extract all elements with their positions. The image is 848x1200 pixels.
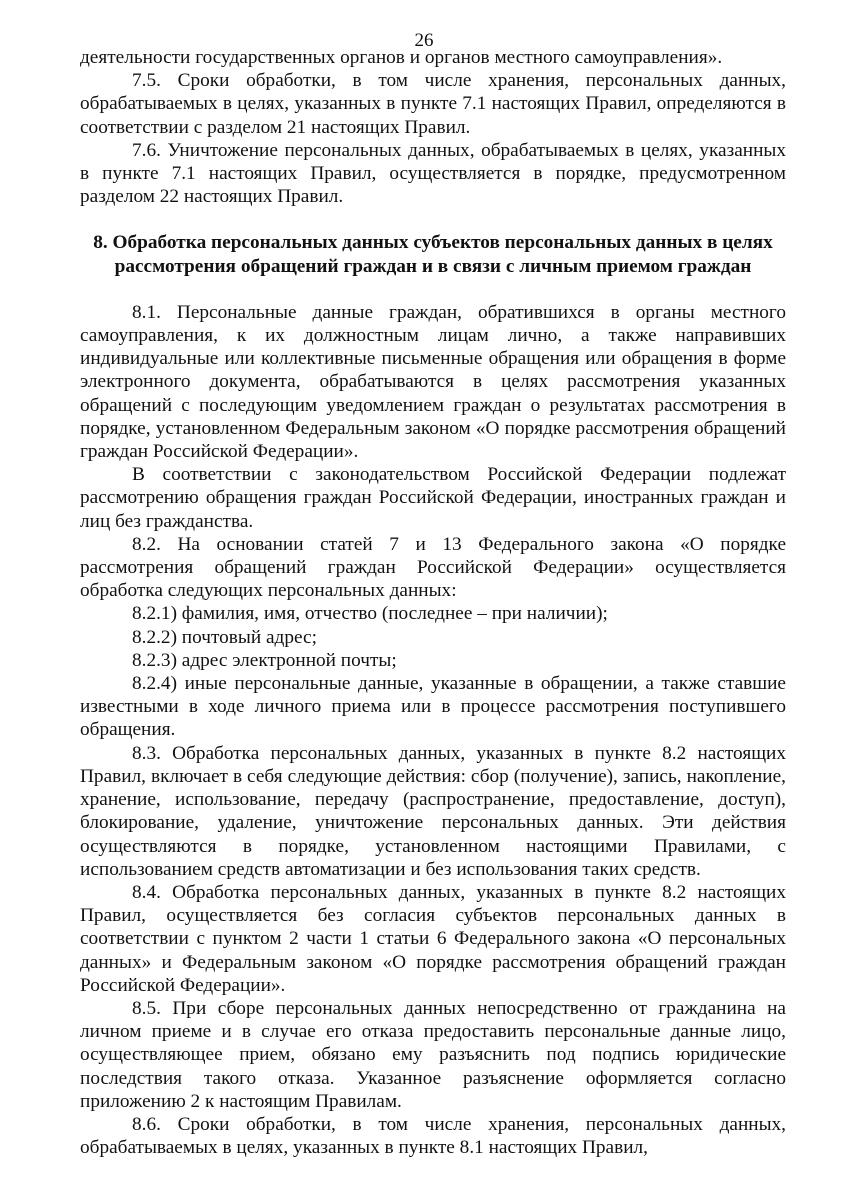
list-item: 8.2.1) фамилия, имя, отчество (последнее – при наличии); [132, 603, 608, 625]
paragraph-7-5: 7.5. Сроки обработки, в том числе хранения, персональных данных, обрабатываемых в целях, указанных в пункте 7.1 настоящих Правил, определяются в соответствии с разделом 21 настоящих Правил. [80, 70, 786, 138]
paragraph: деятельности государственных органов и органов местного самоуправления». [80, 47, 723, 68]
list-item: 8.2.2) почтовый адрес; [132, 626, 317, 648]
document-body [80, 46, 786, 1159]
section-heading: 8. Обработка персональных данных субъектов персональных данных в целях рассмотрения обращений граждан и в связи с личным приемом граждан [93, 232, 773, 277]
list-item: 8.2.3) адрес электронной почты; [132, 649, 397, 671]
paragraph-8-2: 8.2. На основании статей 7 и 13 Федерального закона «О порядке рассмотрения обращений граждан Российской Федерации» осуществляется обработка следующих персональных данных: [80, 533, 786, 602]
paragraph-8-5: 8.5. При сборе персональных данных непосредственно от гражданина на личном приеме и в случае его отказа предоставить персональные данные лицо, осуществляющее прием, обязано ему разъяснить под подпись юридические последствия такого отказа. Указанное разъяснение оформляется согласно приложению 2 к настоящим Правилам. [80, 997, 786, 1112]
page-number: 26 [414, 30, 434, 51]
paragraph-8-6: 8.6. Сроки обработки, в том числе хранения, персональных данных, обрабатываемых в целях, указанных в пункте 8.1 настоящих Правил, [80, 1113, 786, 1159]
paragraph-8-4: 8.4. Обработка персональных данных, указанных в пункте 8.2 настоящих Правил, осуществляется без согласия субъектов персональных данных в соответствии с пунктом 2 части 1 статьи 6 Федерального закона «О персональных данных» и Федеральным законом «О порядке рассмотрения обращений граждан Российской Федерации». [80, 881, 786, 996]
paragraph-7-6: 7.6. Уничтожение персональных данных, обрабатываемых в целях, указанных в пункте 7.1 настоящих Правил, осуществляется в порядке, предусмотренном разделом 22 настоящих Правил. [80, 139, 786, 208]
paragraph: В соответствии с законодательством Российской Федерации подлежат рассмотрению обращения граждан Российской Федерации, иностранных граждан и лиц без гражданства. [80, 464, 786, 532]
paragraph-8-1: 8.1. Персональные данные граждан, обратившихся в органы местного самоуправления, к их должностным лицам лично, а также направивших индивидуальные или коллективные письменные обращения или обращения в форме электронного документа, обрабатываются в целях рассмотрения указанных обращений с последующим уведомлением граждан о результатах рассмотрения в порядке, установленном Федеральным законом «О порядке рассмотрения обращений граждан Российской Федерации». [80, 301, 786, 463]
paragraph-8-3: 8.3. Обработка персональных данных, указанных в пункте 8.2 настоящих Правил, включает в себя следующие действия: сбор (получение), запись, накопление, хранение, использование, передачу (распространение, предоставление, доступ), блокирование, удаление, уничтожение персональных данных. Эти действия осуществляются в порядке, установленном настоящими Правилами, с использованием средств автоматизации и без использования таких средств. [80, 742, 786, 880]
list-item: 8.2.4) иные персональные данные, указанные в обращении, а также ставшие известными в ходе личного приема или в процессе рассмотрения поступившего обращения. [80, 673, 786, 741]
